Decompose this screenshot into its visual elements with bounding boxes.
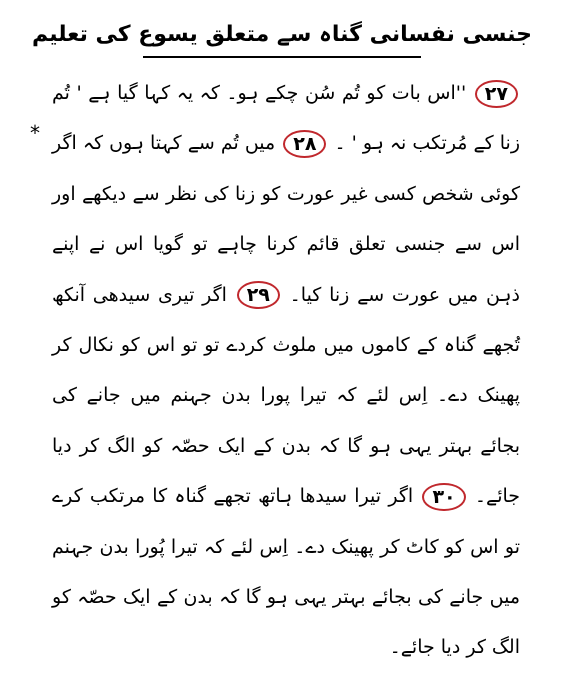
verse-text-29: اگر تیری سیدھی آنکھ تُجھے گناہ کے کاموں میں ملوث کردے تو تو اس کو نکال کر پھینک دے۔ اِس لئے کہ تیرا پورا بدن جہنم میں جانے کی بجائے بہتر یہی ہو گا کہ بدن کے ایک حصّہ کو الگ کر دیا جائے۔ [52, 283, 521, 508]
verse-text-28: میں تُم سے کہتا ہوں کہ اگر کوئی شخص کسی غیر عورت کو زنا کی نظر سے دیکھے اور اس سے جنسی تعلق قائم کرنا چاہے تو گویا اس نے اپنے ذہن میں عورت سے زنا کیا۔ [52, 132, 520, 306]
verse-number-28: ۲۸ [283, 130, 326, 158]
verse-number-30: ۳۰ [422, 483, 465, 511]
page-title: جنسی نفسانی گناہ سے متعلق یسوع کی تعلیم [31, 22, 533, 47]
verse-text-27: ''اس بات کو تُم سُن چکے ہو۔ کہ یہ کہا گیا ہے ' تُم زنا کے مُرتکب نہ ہو ' ۔ [52, 82, 520, 155]
margin-asterisk: * [30, 121, 40, 145]
verse-text-30: اگر تیرا سیدھا ہاتھ تجھے گناہ کا مرتکب کرے تو اس کو کاٹ کر پھینک دے۔ اِس لئے کہ تیرا پُورا بدن جہنم میں جانے کی بجائے بہتر یہی ہو گا کہ بدن کے ایک حصّہ کو الگ کر دیا جائے۔ [52, 485, 520, 659]
title-underline [143, 56, 421, 58]
verse-number-29: ۲۹ [237, 281, 280, 309]
scripture-passage [52, 68, 520, 673]
verse-number-27: ۲۷ [475, 80, 518, 108]
